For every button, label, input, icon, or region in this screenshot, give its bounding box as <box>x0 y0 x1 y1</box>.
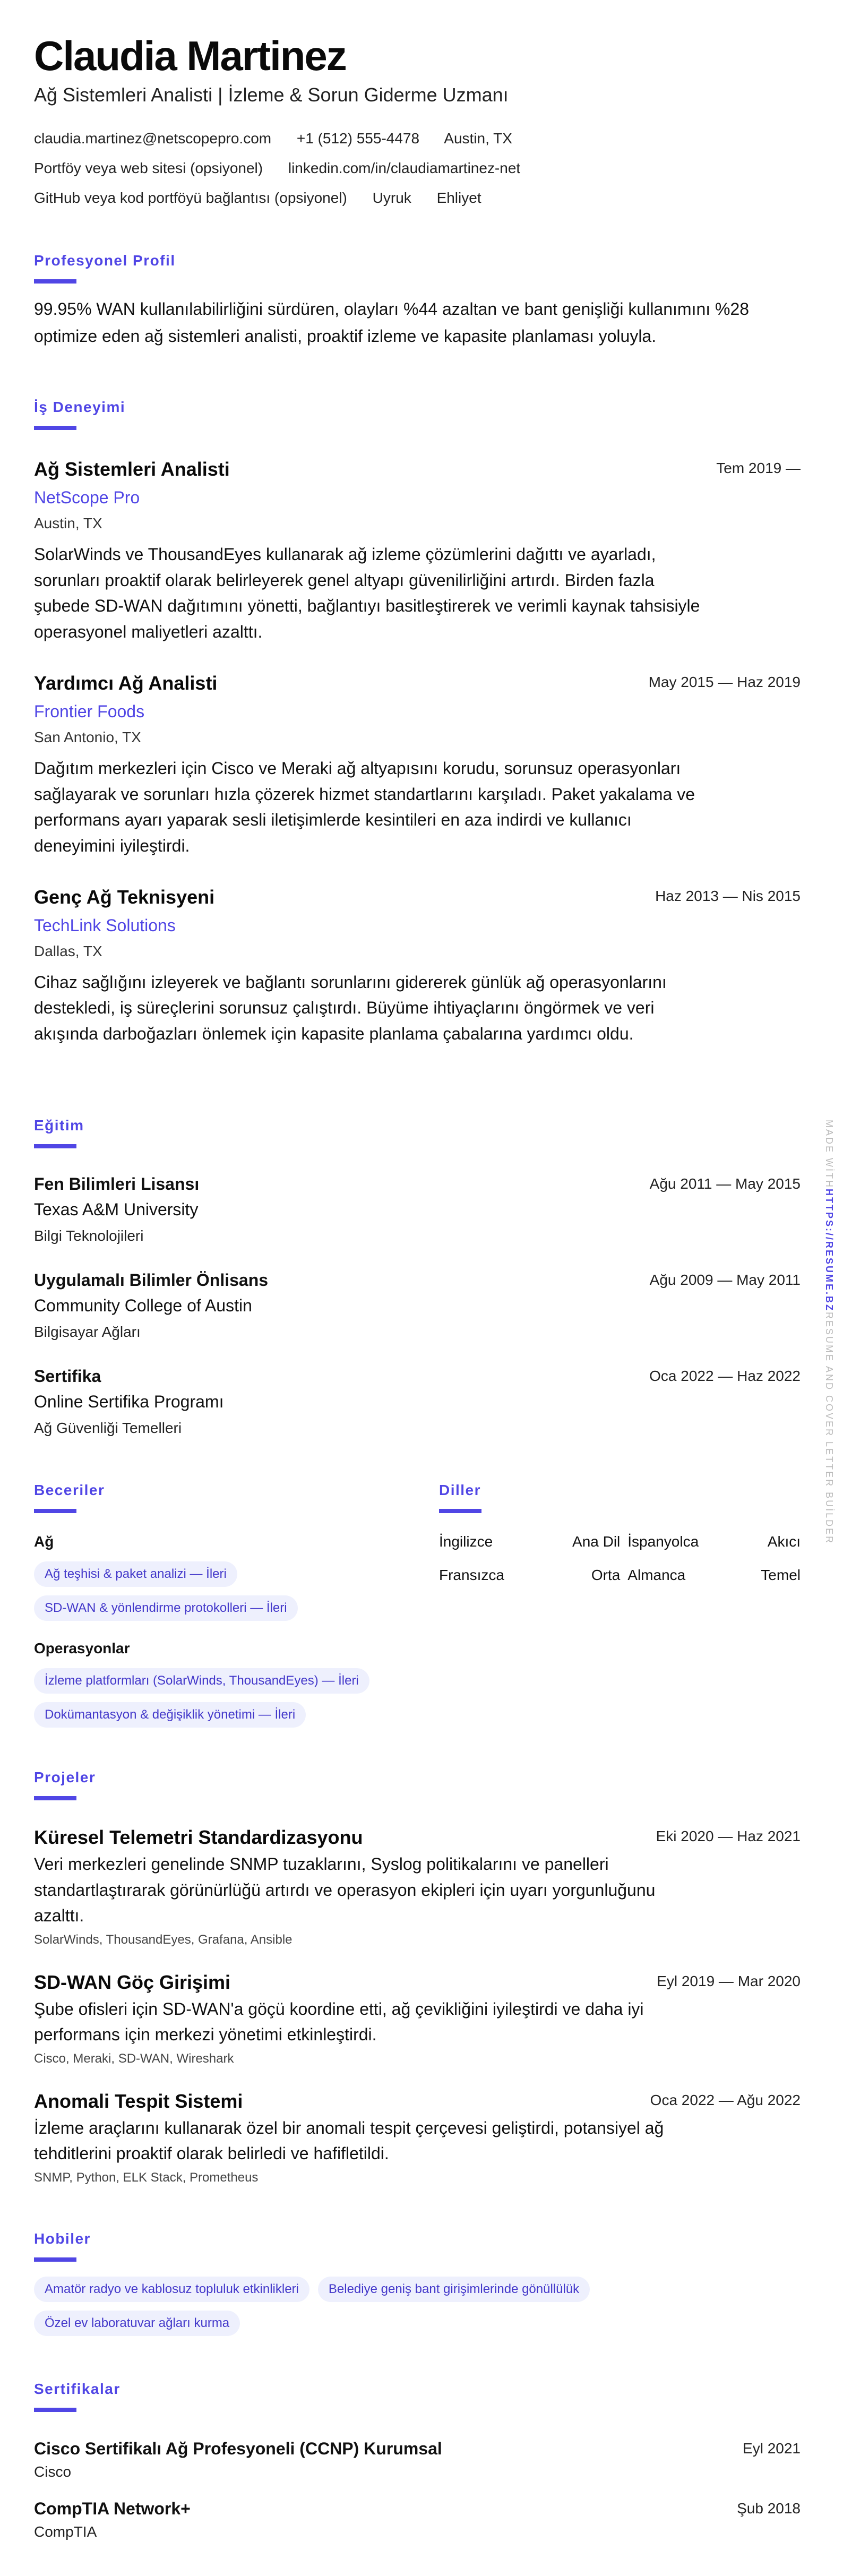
section-divider <box>34 1509 76 1513</box>
linkedin-link[interactable]: linkedin.com/in/claudiamartinez-net <box>288 160 521 176</box>
job-description: Cihaz sağlığını izleyerek ve bağlantı sorunlarını gidererek günlük ağ operasyonlarını destekledi, iş süreçlerini sorunsuz çalıştırdı. Büyüme ihtiyaçlarını öngörmek ve veri akışında darboğazları önlemek için kapasite planlama çabalarına yardımcı oldu. <box>34 972 667 1044</box>
certification-date: Şub 2018 <box>737 2500 801 2517</box>
project-entry <box>34 2089 801 2187</box>
field-of-study: Bilgi Teknolojileri <box>34 1227 144 1244</box>
job-entry <box>34 885 801 1047</box>
project-date: Eki 2020 — Haz 2021 <box>656 1828 801 1844</box>
section-divider <box>34 1144 76 1148</box>
project-title: Anomali Tespit Sistemi <box>34 2090 243 2112</box>
project-date: Oca 2022 — Ağu 2022 <box>650 2091 801 2108</box>
school: Online Sertifika Programı <box>34 1392 224 1411</box>
company-name: TechLink Solutions <box>34 915 176 935</box>
job-title: Ağ Sistemleri Analisti <box>34 458 230 480</box>
contact-row <box>34 183 801 213</box>
section-divider <box>34 279 76 284</box>
education-date: Oca 2022 — Haz 2022 <box>649 1368 801 1384</box>
job-description: Dağıtım merkezleri için Cisco ve Meraki ağ altyapısını korudu, sorunsuz operasyonları sağlayarak ve sorunları hızla çözerek hizmet standartlarını karşıladı. Paket yakalama ve performans ayarı yaparak sesli iletişimlerde kesintileri en aza indirdi ve kullanıcı deneyimini iyileştirdi. <box>34 758 695 855</box>
language-name: İngilizce <box>439 1533 493 1550</box>
project-title: Küresel Telemetri Standardizasyonu <box>34 1826 363 1848</box>
experience-section <box>34 398 801 1072</box>
degree: Sertifika <box>34 1367 101 1386</box>
job-entry <box>34 457 801 645</box>
project-description: İzleme araçlarını kullanarak özel bir anomali tespit çerçevesi geliştirdi, potansiyel ağ tehditlerini proaktif olarak belirledi ve hafifletildi. <box>34 2118 664 2163</box>
candidate-title: Ağ Sistemleri Analisti | İzleme & Sorun Giderme Uzmanı <box>34 84 509 106</box>
phone[interactable]: +1 (512) 555-4478 <box>296 130 420 147</box>
skill-category: Operasyonlar <box>34 1640 130 1656</box>
projects-section <box>34 1768 801 2208</box>
skill-category: Ağ <box>34 1533 54 1550</box>
skill-chip: Ağ teşhisi & paket analizi — İleri <box>34 1561 237 1587</box>
portfolio-link[interactable]: Portföy veya web sitesi (opsiyonel) <box>34 160 263 176</box>
education-section <box>34 1116 801 1461</box>
job-title: Yardımcı Ağ Analisti <box>34 672 218 694</box>
education-entry <box>34 1364 801 1440</box>
certification-name: Cisco Sertifikalı Ağ Profesyoneli (CCNP) Kurumsal <box>34 2439 442 2458</box>
hobbies-section <box>34 2229 801 2336</box>
location: Austin, TX <box>444 130 512 147</box>
contact-row <box>34 124 801 153</box>
job-title: Genç Ağ Teknisyeni <box>34 886 215 908</box>
profile-section <box>34 251 801 350</box>
certification-entry <box>34 2437 801 2484</box>
certification-entry <box>34 2497 801 2544</box>
resume-builder-watermark <box>823 1120 835 1544</box>
language-level: Akıcı <box>767 1533 801 1550</box>
contact-info <box>34 124 801 213</box>
hobby-chip: Özel ev laboratuvar ağları kurma <box>34 2311 240 2336</box>
profile-summary: 99.95% WAN kullanılabilirliğini sürdüren, olayları %44 azaltan ve bant genişliği kullanımını %28 optimize eden ağ sistemleri analisti, proaktif izleme ve kapasite planlaması yoluyla. <box>34 299 750 346</box>
job-entry <box>34 671 801 859</box>
certification-date: Eyl 2021 <box>743 2440 801 2457</box>
job-date: Tem 2019 — <box>716 460 801 476</box>
school: Texas A&M University <box>34 1200 199 1219</box>
education-date: Ağu 2009 — May 2011 <box>649 1272 801 1288</box>
project-title: SD-WAN Göç Girişimi <box>34 1971 231 1993</box>
field-of-study: Bilgisayar Ağları <box>34 1324 141 1340</box>
section-divider <box>34 1796 76 1800</box>
section-heading: Hobiler <box>34 2230 91 2247</box>
section-divider <box>34 426 76 430</box>
watermark-link[interactable]: HTTPS://RESUME.BZ <box>824 1189 835 1312</box>
hobby-chip: Belediye geniş bant girişimlerinde gönüllülük <box>318 2277 590 2302</box>
project-technologies: SNMP, Python, ELK Stack, Prometheus <box>34 2170 259 2185</box>
driving-license: Ehliyet <box>436 190 481 206</box>
section-heading: Beceriler <box>34 1482 105 1498</box>
section-divider <box>34 2257 76 2262</box>
section-divider <box>34 2408 76 2412</box>
section-heading: İş Deneyimi <box>34 399 126 415</box>
job-date: Haz 2013 — Nis 2015 <box>655 887 801 904</box>
language-name: Fransızca <box>439 1567 504 1583</box>
hobby-chip: Amatör radyo ve kablosuz topluluk etkinlikleri <box>34 2277 309 2302</box>
github-link[interactable]: GitHub veya kod portföyü bağlantısı (opsiyonel) <box>34 190 347 206</box>
certifications-section <box>34 2380 801 2557</box>
project-entry <box>34 1825 801 1950</box>
section-heading: Profesyonel Profil <box>34 252 176 269</box>
job-location: Austin, TX <box>34 515 102 531</box>
language-name: Almanca <box>627 1567 686 1583</box>
job-description: SolarWinds ve ThousandEyes kullanarak ağ izleme çözümlerini dağıttı ve ayarladı, sorunları proaktif olarak belirleyerek genel altyapı güvenilirliğini artırdı. Birden fazla şubede SD-WAN dağıtımını yönetti, bağlantıyı basitleştirerek ve verimli kaynak tahsisiyle operasyonel maliyetleri azalttı. <box>34 545 700 642</box>
project-description: Şube ofisleri için SD-WAN'a göçü koordine etti, ağ çevikliğini iyileştirdi ve daha iyi performans için merkezi yönetimi etkinleştirdi. <box>34 1999 644 2044</box>
nationality: Uyruk <box>372 190 411 206</box>
education-entry <box>34 1172 801 1248</box>
project-description: Veri merkezleri genelinde SNMP tuzaklarını, Syslog politikalarını ve panelleri standartlaştırarak görünürlüğü artırdı ve operasyon ekipleri için uyarı yorgunluğunu azalttı. <box>34 1854 656 1925</box>
job-date: May 2015 — Haz 2019 <box>648 673 801 690</box>
watermark-suffix: RESUME AND COVER LETTER BUİLDER <box>824 1312 835 1545</box>
school: Community College of Austin <box>34 1296 252 1315</box>
job-location: Dallas, TX <box>34 942 102 959</box>
certification-name: CompTIA Network+ <box>34 2499 191 2518</box>
certification-issuer: CompTIA <box>34 2523 97 2540</box>
education-date: Ağu 2011 — May 2015 <box>649 1175 801 1192</box>
contact-row <box>34 153 801 183</box>
skill-chip: İzleme platformları (SolarWinds, ThousandEyes) — İleri <box>34 1668 369 1694</box>
language-level: Temel <box>761 1567 801 1583</box>
project-date: Eyl 2019 — Mar 2020 <box>657 1972 801 1989</box>
degree: Uygulamalı Bilimler Önlisans <box>34 1270 269 1290</box>
language-name: İspanyolca <box>627 1533 699 1550</box>
company-name: NetScope Pro <box>34 488 140 507</box>
language-level: Orta <box>591 1567 621 1583</box>
job-location: San Antonio, TX <box>34 728 141 745</box>
degree: Fen Bilimleri Lisansı <box>34 1174 200 1193</box>
watermark-prefix: MADE WİTH <box>824 1120 835 1189</box>
languages-section <box>439 1481 801 1586</box>
section-heading: Sertifikalar <box>34 2381 121 2397</box>
candidate-name: Claudia Martinez <box>34 32 346 79</box>
certification-issuer: Cisco <box>34 2463 72 2480</box>
section-divider <box>439 1509 481 1513</box>
skill-chip: Dokümantasyon & değişiklik yönetimi — İleri <box>34 1702 306 1728</box>
section-heading: Diller <box>439 1482 481 1498</box>
section-heading: Projeler <box>34 1769 96 1785</box>
email-link[interactable]: claudia.martinez@netscopepro.com <box>34 130 272 147</box>
project-entry <box>34 1970 801 2068</box>
project-technologies: Cisco, Meraki, SD-WAN, Wireshark <box>34 2051 234 2066</box>
field-of-study: Ağ Güvenliği Temelleri <box>34 1420 182 1436</box>
skills-section <box>34 1481 406 1728</box>
language-level: Ana Dil <box>572 1533 621 1550</box>
project-technologies: SolarWinds, ThousandEyes, Grafana, Ansible <box>34 1932 293 1947</box>
company-name: Frontier Foods <box>34 701 145 721</box>
education-entry <box>34 1268 801 1344</box>
section-heading: Eğitim <box>34 1117 84 1134</box>
skill-chip: SD-WAN & yönlendirme protokolleri — İleri <box>34 1595 298 1621</box>
